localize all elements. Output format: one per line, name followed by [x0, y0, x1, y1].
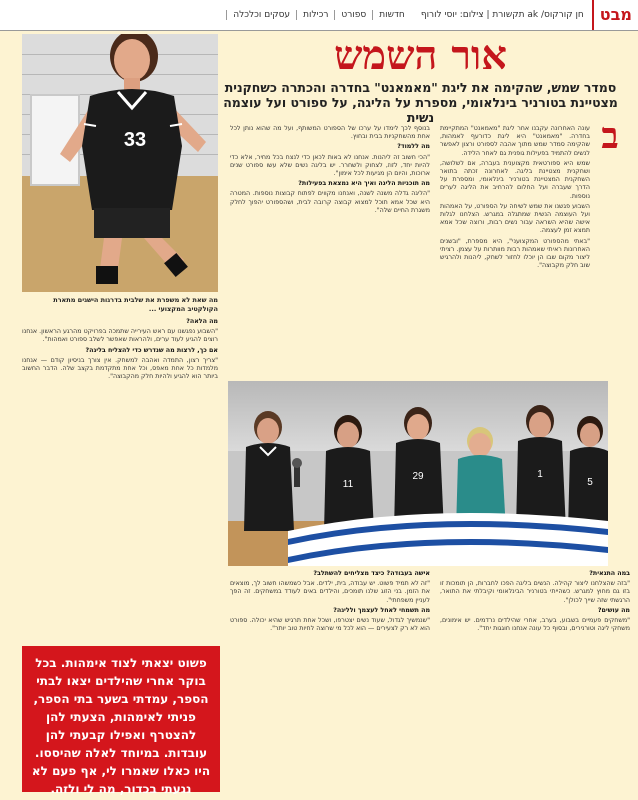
body-column-middle-bottom — [230, 570, 430, 792]
article-subhead: סמדר שמש, שהקימה את ליגת "מאמאנט" בחדרה והכתרה כשחקנית מצטיינת בטורניר בינלאומי, מספרת על הליגה, על ספורט ועל עוצמה נשית — [223, 80, 618, 125]
photo-caption: מה שאת לא משפרת את שלבית בדרגות הישגים מתארת הקולקטיב המקצועי ... — [53, 296, 218, 313]
paragraph: בנוסף לכך לימדו על ערכו של הספורט המשותף, ועל מה שהוא נותן לכל אחת מהשחקניות בבית ובחוץ. — [230, 125, 430, 141]
paragraph: "הכי חשוב זה ליהנות. אנחנו לא באות לכאן כדי לנצח בכל מחיר, אלא כדי להיות יחד, לזוז, לצחוק ולשחרר. יש בליגה נשים שלא עשו ספורט שנים ארוכות, והיום הן מגיעות לכל אימון". — [230, 153, 430, 178]
question: מה הלאה? — [186, 318, 218, 325]
question: מה תוכניות הליגה ואיך היא נמצאת בפעילות? — [298, 180, 430, 188]
body-column-right-bottom — [440, 570, 630, 792]
player-figure — [22, 34, 218, 292]
question: אישה בעבודה? כיצד מצליחים להשתלב? — [313, 570, 430, 577]
body-column-left — [22, 318, 218, 638]
paragraph: "שנמשיך לגדול, שעוד נשים יצטרפו, ושכל אחת תרגיש שהיא יכולה. ספורט הוא לא רק לצעירים — הוא לכל מי שרוצה לחיות טוב יותר". — [230, 617, 430, 633]
jersey-number: 11 — [342, 479, 354, 490]
article-credits: חן קורקוס/ ak תקשורת | צילום: יוסי לורוף — [420, 10, 584, 20]
paragraph: "צריך רצון, התמדה ואהבה למשחק. אין צורך בניסיון קודם — אנחנו מלמדות כל אחת מאפס, וכל אחת מתקדמת בקצב שלה. הדבר החשוב ביותר הוא להגיע ולהיות חלק מהקבוצה". — [22, 356, 218, 381]
section-sport[interactable]: ספורט — [334, 10, 366, 20]
question: מה עושים? — [597, 606, 630, 614]
paragraph: השבוע פגשנו את שמש לשיחה על הספורט, על האמהות ועל העוצמה הנשית שמתגלה במגרש. הצלחנו לגלות אישה שהיא השראה עבור נשים רבות, ורוצה שכל אמא תמצא זמן לעצמה. — [440, 202, 590, 235]
jersey-number: 1 — [537, 469, 543, 480]
player-photo — [22, 34, 218, 292]
jersey-number: 29 — [412, 471, 424, 482]
section-nav — [226, 10, 413, 20]
drop-cap: ב — [601, 115, 619, 157]
section-business[interactable]: עסקים וכלכלה — [226, 10, 290, 20]
section-gossip[interactable]: רכילות — [296, 10, 328, 20]
paragraph: "זה לא תמיד פשוט. יש עבודה, בית, ילדים. אבל כשמשהו חשוב לך, מוצאים את הזמן. בני הזוג שלנו תומכים, והילדים באים לעודד במשחקים. זה הפך לעניין משפחתי". — [230, 580, 430, 604]
question: מה תשמחי לאחל לעצמך ולליגה? — [333, 606, 430, 614]
paragraph: שמש היא ספורטאית מקצוענית בעברה, אם לשלושה, ושחקנית מצטיינת בליגה. לאחרונה זכתה בתואר השחקנית המצטיינת בטורניר בינלאומי, ומספרת על הדרך שעברה ועל החלום להרחיב את הליגה לערים נוספות. — [440, 159, 590, 200]
paragraph: "הליגה גדלה משנה לשנה, ואנחנו מקווים לפתוח קבוצות נוספות. המטרה היא שכל אמא תוכל למצוא קבוצה קרובה לבית, ושהספורט יהפוך לחלק משגרת החיים שלה". — [230, 190, 430, 214]
question: מה ללמוד? — [397, 143, 430, 151]
team-figures — [228, 381, 608, 566]
paragraph: "באתי מהספורט המקצועני", היא מספרת, "ובשנים האחרונות ראיתי שאמהות רבות מוותרות על עצמן. רציתי ליצור מקום שבו הן יוכלו לחזור לשחק, ליהנות ולהרגיש שוב חלק מקבוצה". — [440, 237, 590, 270]
brand-logo: מבט — [592, 0, 638, 30]
paragraph: עונה האחרונה עקבנו אחר ליגת "מאמאנט" המתקיימת בחדרה. "מאמאנט" היא ליגת כדורעף לאמהות, שהקימה סמדר שמש מתוך אהבה לספורט ורצון לאפשר לנשים להתמיד בפעילות גופנית גם לאחר הלידה. — [440, 125, 590, 157]
body-column-right-top — [440, 125, 590, 380]
body-column-middle-top — [230, 125, 430, 375]
paragraph: "בזה שהצלחנו ליצור קהילה. הנשים בליגה הפכו לחברות, הן תומכות זו בזו גם מחוץ למגרש. כשהייתי בטורניר הבינלאומי וקיבלתי את התואר, הרגשתי שזה שייך לכולן". — [440, 580, 630, 604]
question: אם כך, לרצות מה שנדרש כדי להצליח בליגה? — [85, 346, 218, 354]
article-headline: אור השמש — [334, 32, 507, 79]
jersey-number: 33 — [123, 129, 147, 151]
paragraph: "השבוע נפגשנו עם ראש העירייה שתמכה בפרויקט מהרגע הראשון. אנחנו רוצים להגיע לעוד ערים, ולהראות שאפשר לשלב ספורט ואמהות". — [22, 328, 218, 344]
paragraph: "משחקים פעמיים בשבוע, בערב, אחרי שהילדים נרדמים. יש אימונים, משחקי ליגה וטורנירים, ובסוף כל עונה אנחנו חוגגות יחד". — [440, 617, 630, 633]
question: במה התגאית? — [589, 570, 630, 577]
pull-quote: פשוט יצאתי לצוד אימהות. בכל בוקר אחרי שהילדים יצאו לבתי הספר, עמדתי בשער בתי הספר, פניתי לאימהות, הצעתי להן להצטרף ואפילו קבעתי להן עובדות. במיוחד לאלה שהיססו. היו כאלו שאמרו לי, אף פעם לא נגעתי בכדור, מה לי ולזה. — [22, 646, 220, 792]
jersey-number: 5 — [587, 477, 593, 488]
team-photo — [228, 381, 608, 566]
top-strip — [0, 0, 638, 31]
section-news[interactable]: חדשות — [372, 10, 405, 20]
